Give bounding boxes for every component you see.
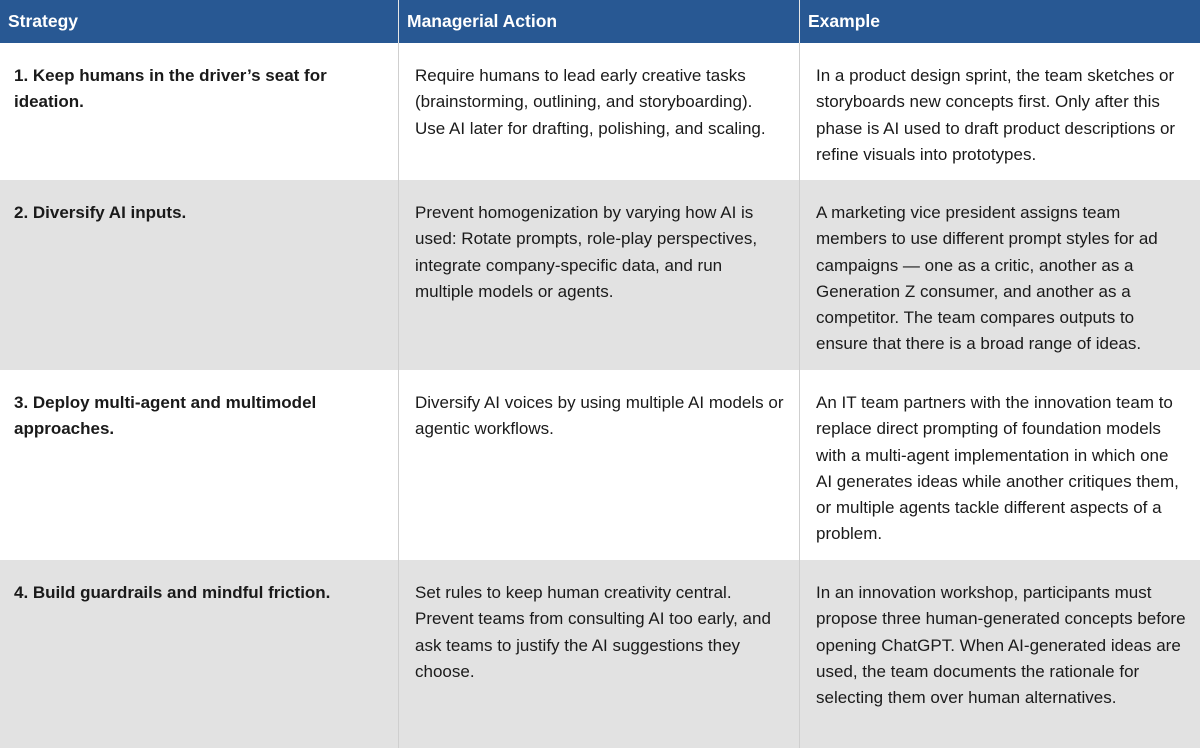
table-row-1-action: Require humans to lead early creative tasks (brainstorming, outlining, and storyboarding). Use AI later for drafting, polishing, and scaling. — [399, 43, 800, 180]
table-row-2-strategy: 2. Diversify AI inputs. — [0, 180, 399, 370]
column-header-strategy: Strategy — [0, 0, 399, 43]
table-row-3-strategy: 3. Deploy multi-agent and multimodel approaches. — [0, 370, 399, 560]
table-row-3-action: Diversify AI voices by using multiple AI models or agentic workflows. — [399, 370, 800, 560]
column-header-managerial-action: Managerial Action — [399, 0, 800, 43]
table-row-1-strategy: 1. Keep humans in the driver’s seat for ideation. — [0, 43, 399, 180]
table-row-4-strategy: 4. Build guardrails and mindful friction. — [0, 560, 399, 748]
table-row-4-action: Set rules to keep human creativity central. Prevent teams from consulting AI too early, and ask teams to justify the AI suggestions they choose. — [399, 560, 800, 748]
table-row-4-example: In an innovation workshop, participants must propose three human-generated concepts before opening ChatGPT. When AI-generated ideas are used, the team documents the rationale for selecting them over human alternatives. — [800, 560, 1200, 748]
table-row-3-example: An IT team partners with the innovation team to replace direct prompting of foundation models with a multi-agent implementation in which one AI generates ideas while another critiques them, or multiple agents tackle different aspects of a problem. — [800, 370, 1200, 560]
table-row-1-example: In a product design sprint, the team sketches or storyboards new concepts first. Only after this phase is AI used to draft product descriptions or refine visuals into prototypes. — [800, 43, 1200, 180]
table-row-2-action: Prevent homogenization by varying how AI is used: Rotate prompts, role-play perspectives, integrate company-specific data, and run multiple models or agents. — [399, 180, 800, 370]
column-header-example: Example — [800, 0, 1200, 43]
table-row-2-example: A marketing vice president assigns team members to use different prompt styles for ad campaigns — one as a critic, another as a Generation Z consumer, and another as a competitor. The team compares outputs to ensure that there is a broad range of ideas. — [800, 180, 1200, 370]
